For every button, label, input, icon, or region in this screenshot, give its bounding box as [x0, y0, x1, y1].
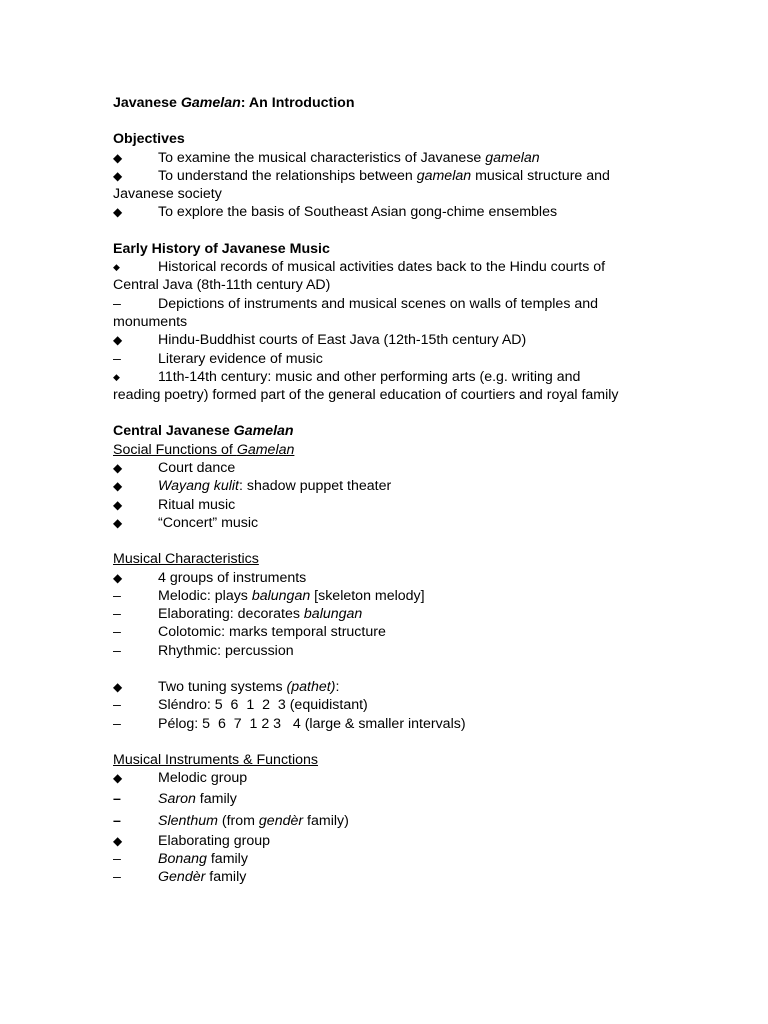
- instruments-text: Slenthum (from gendèr family): [158, 812, 349, 829]
- characteristics-text: Sléndro: 5 6 1 2 3 (equidistant): [158, 697, 368, 714]
- diamond-bullet-icon: ◆: [113, 205, 123, 220]
- instruments-item: [113, 832, 653, 850]
- characteristics-item: [113, 587, 653, 605]
- instruments-item: [113, 868, 653, 886]
- objective-item: [113, 149, 653, 167]
- history-heading: Early History of Javanese Music: [113, 240, 330, 257]
- dash-bullet-icon: –: [113, 869, 121, 886]
- diamond-bullet-icon: ◆: [113, 333, 123, 348]
- characteristics-text: Two tuning systems (pathet):: [158, 679, 340, 696]
- history-continuation: reading poetry) formed part of the general education of courtiers and royal family: [113, 387, 619, 404]
- spacer: [113, 660, 653, 678]
- diamond-bullet-icon: ◆: [113, 150, 123, 165]
- title-italic: Gamelan: [180, 95, 241, 111]
- dash-bullet-icon: –: [113, 295, 121, 312]
- diamond-bullet-icon: ◆: [113, 680, 123, 695]
- history-item: [113, 258, 653, 276]
- characteristics-text: 4 groups of instruments: [158, 569, 307, 586]
- document-body: [113, 94, 653, 886]
- objective-item: [113, 203, 653, 221]
- history-item: [113, 331, 653, 349]
- history-text: Hindu-Buddhist courts of East Java (12th-15th century AD): [158, 332, 527, 349]
- title-suffix: : An Introduction: [240, 95, 355, 111]
- dash-bullet-icon: –: [113, 812, 121, 829]
- characteristics-item: [113, 696, 653, 714]
- characteristics-text: Melodic: plays balungan [skeleton melody]: [158, 587, 425, 604]
- document-title: [113, 94, 653, 112]
- instruments-text: Elaborating group: [158, 832, 271, 849]
- objective-text: To understand the relationships between gamelan musical structure and: [158, 167, 610, 184]
- diamond-bullet-icon: ◆: [113, 461, 123, 476]
- instruments-text: Saron family: [158, 790, 237, 807]
- dash-bullet-icon: –: [113, 624, 121, 641]
- dash-bullet-icon: –: [113, 606, 121, 623]
- characteristics-item: [113, 715, 653, 733]
- dash-bullet-icon: –: [113, 587, 121, 604]
- social-item: [113, 496, 653, 514]
- diamond-bullet-icon: ◆: [113, 371, 120, 382]
- dash-bullet-icon: –: [113, 850, 121, 867]
- dash-bullet-icon: –: [113, 790, 121, 807]
- characteristics-item: [113, 642, 653, 660]
- social-text: “Concert” music: [158, 514, 259, 531]
- characteristics-item: [113, 569, 653, 587]
- instruments-text: Melodic group: [158, 770, 248, 787]
- social-item: [113, 459, 653, 477]
- characteristics-text: Pélog: 5 6 7 1 2 3 4 (large & smaller intervals): [158, 715, 466, 732]
- social-item: [113, 477, 653, 495]
- dash-bullet-icon: –: [113, 715, 121, 732]
- instruments-text: Gendèr family: [158, 869, 247, 886]
- history-item: [113, 295, 653, 313]
- instruments-item: [113, 810, 653, 832]
- central-heading: Central Javanese Gamelan: [113, 423, 294, 440]
- diamond-bullet-icon: ◆: [113, 570, 123, 585]
- dash-bullet-icon: –: [113, 697, 121, 714]
- history-text: Literary evidence of music: [158, 350, 323, 367]
- spacer: [113, 222, 653, 240]
- history-continuation: monuments: [113, 313, 188, 330]
- social-text: Court dance: [158, 460, 236, 477]
- social-item: [113, 514, 653, 532]
- history-text: 11th-14th century: music and other performing arts (e.g. writing and: [158, 368, 581, 385]
- characteristics-text: Colotomic: marks temporal structure: [158, 624, 386, 641]
- characteristics-text: Elaborating: decorates balungan: [158, 606, 363, 623]
- diamond-bullet-icon: ◆: [113, 515, 123, 530]
- diamond-bullet-icon: ◆: [113, 833, 123, 848]
- instruments-item: [113, 788, 653, 810]
- history-text: Historical records of musical activities dates back to the Hindu courts of: [158, 259, 606, 276]
- history-item: [113, 368, 653, 386]
- characteristics-item: [113, 605, 653, 623]
- title-prefix: Javanese: [113, 95, 181, 111]
- characteristics-item: [113, 678, 653, 696]
- instruments-heading: Musical Instruments & Functions: [113, 751, 319, 768]
- characteristics-text: Rhythmic: percussion: [158, 642, 294, 659]
- social-text: Ritual music: [158, 496, 236, 513]
- characteristics-heading: Musical Characteristics: [113, 551, 259, 568]
- spacer: [113, 112, 653, 130]
- social-text: Wayang kulit: shadow puppet theater: [158, 478, 392, 495]
- diamond-bullet-icon: ◆: [113, 497, 123, 512]
- objective-continuation: Javanese society: [113, 186, 222, 203]
- diamond-bullet-icon: ◆: [113, 771, 123, 786]
- dash-bullet-icon: –: [113, 642, 121, 659]
- history-continuation: Central Java (8th-11th century AD): [113, 277, 331, 294]
- diamond-bullet-icon: ◆: [113, 479, 123, 494]
- spacer: [113, 404, 653, 422]
- instruments-text: Bonang family: [158, 850, 248, 867]
- objectives-heading: Objectives: [113, 131, 185, 148]
- characteristics-item: [113, 623, 653, 641]
- history-text: Depictions of instruments and musical scenes on walls of temples and: [158, 295, 599, 312]
- history-item: [113, 350, 653, 368]
- dash-bullet-icon: –: [113, 350, 121, 367]
- objective-text: To examine the musical characteristics of Javanese gamelan: [158, 149, 540, 166]
- diamond-bullet-icon: ◆: [113, 168, 123, 183]
- instruments-item: [113, 769, 653, 787]
- social-functions-heading: Social Functions of Gamelan: [113, 441, 295, 458]
- spacer: [113, 532, 653, 550]
- instruments-item: [113, 850, 653, 868]
- objective-text: To explore the basis of Southeast Asian gong-chime ensembles: [158, 204, 558, 221]
- diamond-bullet-icon: ◆: [113, 262, 120, 273]
- spacer: [113, 733, 653, 751]
- objective-item: [113, 167, 653, 185]
